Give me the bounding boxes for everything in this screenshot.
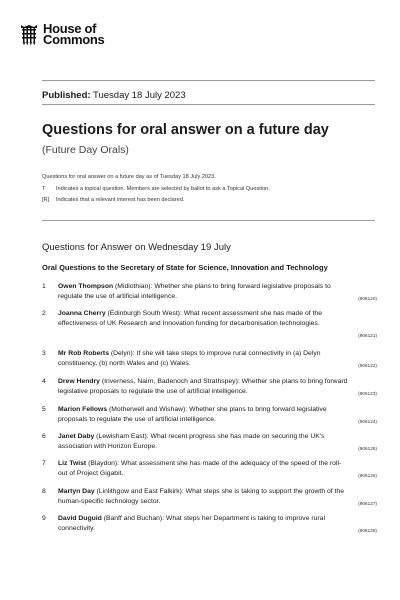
question-reference: (906121) [358,333,377,338]
note-row [42,195,270,207]
question-number: 5 [42,406,46,413]
published-label: Published: [42,90,91,101]
divider [42,80,375,81]
question-reference: (906125) [358,446,377,451]
question-reference: (906126) [358,473,377,478]
house-of-commons-logo [19,23,104,45]
constituency: (Banff and Buchan): [103,515,165,522]
question-text: What assessment she has made of the adequacy of the speed of the roll-out of Project Gigabit. [58,460,342,477]
document-title: Questions for oral answer on a future day [42,122,329,138]
document-subtitle: (Future Day Orals) [42,144,129,156]
published-date: Tuesday 18 July 2023 [93,90,186,101]
constituency: (Linlithgow and East Falkirk): [96,488,184,495]
question-text: What steps she is taking to support the growth of the human-specific technology sector. [58,488,344,505]
intro-notes [42,172,270,207]
question-text: Whether she plans to bring forward legislative proposals to regulate the use of artificial intelligence. [58,283,331,300]
constituency: (Motherwell and Wishaw): [109,406,188,413]
member-name: Drew Hendry [58,378,100,385]
member-name: Martyn Day [58,488,95,495]
question-reference: (906128) [358,528,377,533]
member-name: Janet Daby [58,433,95,440]
question-number: 2 [42,310,46,317]
question-number: 6 [42,433,46,440]
question-reference: (906122) [358,363,377,368]
member-name: David Duguid [58,515,102,522]
divider [42,220,375,221]
member-name: Owen Thompson [58,283,114,290]
note-symbol: [R] [42,197,50,203]
question-text: Whether she plans to bring forward legislative proposals to regulate the use of artificial intelligence. [58,406,327,423]
member-name: Marion Fellows [58,406,108,413]
question-text: If she will take steps to improve rural connectivity in (a) Delyn constituency, (b) north Wales and (c) Wales. [58,350,321,367]
constituency: (Delyn): [110,350,135,357]
note-symbol: T [42,185,46,192]
published-line [42,90,186,101]
question-number: 9 [42,515,46,522]
portcullis-icon [19,23,39,45]
note-text: Indicates that a relevant interest has been declared. [56,197,185,203]
note-text: Indicates a topical question. Members are selected by ballot to ask a Topical Question. [56,185,270,192]
question-reference: (906124) [358,419,377,424]
constituency: (Inverness, Nairn, Badenoch and Strathspey): [101,378,240,385]
question-number: 4 [42,378,46,385]
member-name: Joanna Cherry [58,310,106,317]
question-text: What steps her Department is taking to improve rural connectivity. [58,515,325,532]
question-text: What recent assessment she has made of the effectiveness of UK Research and Innovation funding for decarbonisation technologies. [58,310,322,327]
question-reference: (906120) [358,296,377,301]
constituency: (Lewisham East): [96,433,149,440]
constituency: (Midlothian): [115,283,153,290]
note-row [42,184,270,196]
section-heading: Questions for Answer on Wednesday 19 July [42,242,231,253]
question-text: Whether she plans to bring forward legislative proposals to regulate the use of artificial intelligence. [58,378,348,395]
question-number: 1 [42,283,46,290]
constituency: (Blaydon): [88,460,120,467]
question-reference: (906123) [358,391,377,396]
intro-line: Questions for oral answer on a future day as of Tuesday 18 July 2023. [42,174,216,180]
constituency: (Edinburgh South West): [107,310,182,317]
member-name: Liz Twist [58,460,87,467]
member-name: Mr Rob Roberts [58,350,109,357]
department-heading: Oral Questions to the Secretary of State for Science, Innovation and Technology [42,263,328,272]
question-text: What recent progress she has made on securing the UK's association with Horizon Europe. [58,433,325,450]
question-number: 3 [42,350,46,357]
question-number: 8 [42,488,46,495]
logo-wordmark: House of Commons [43,21,105,47]
question-reference: (906127) [358,501,377,506]
divider [42,104,375,105]
question-number: 7 [42,460,46,467]
